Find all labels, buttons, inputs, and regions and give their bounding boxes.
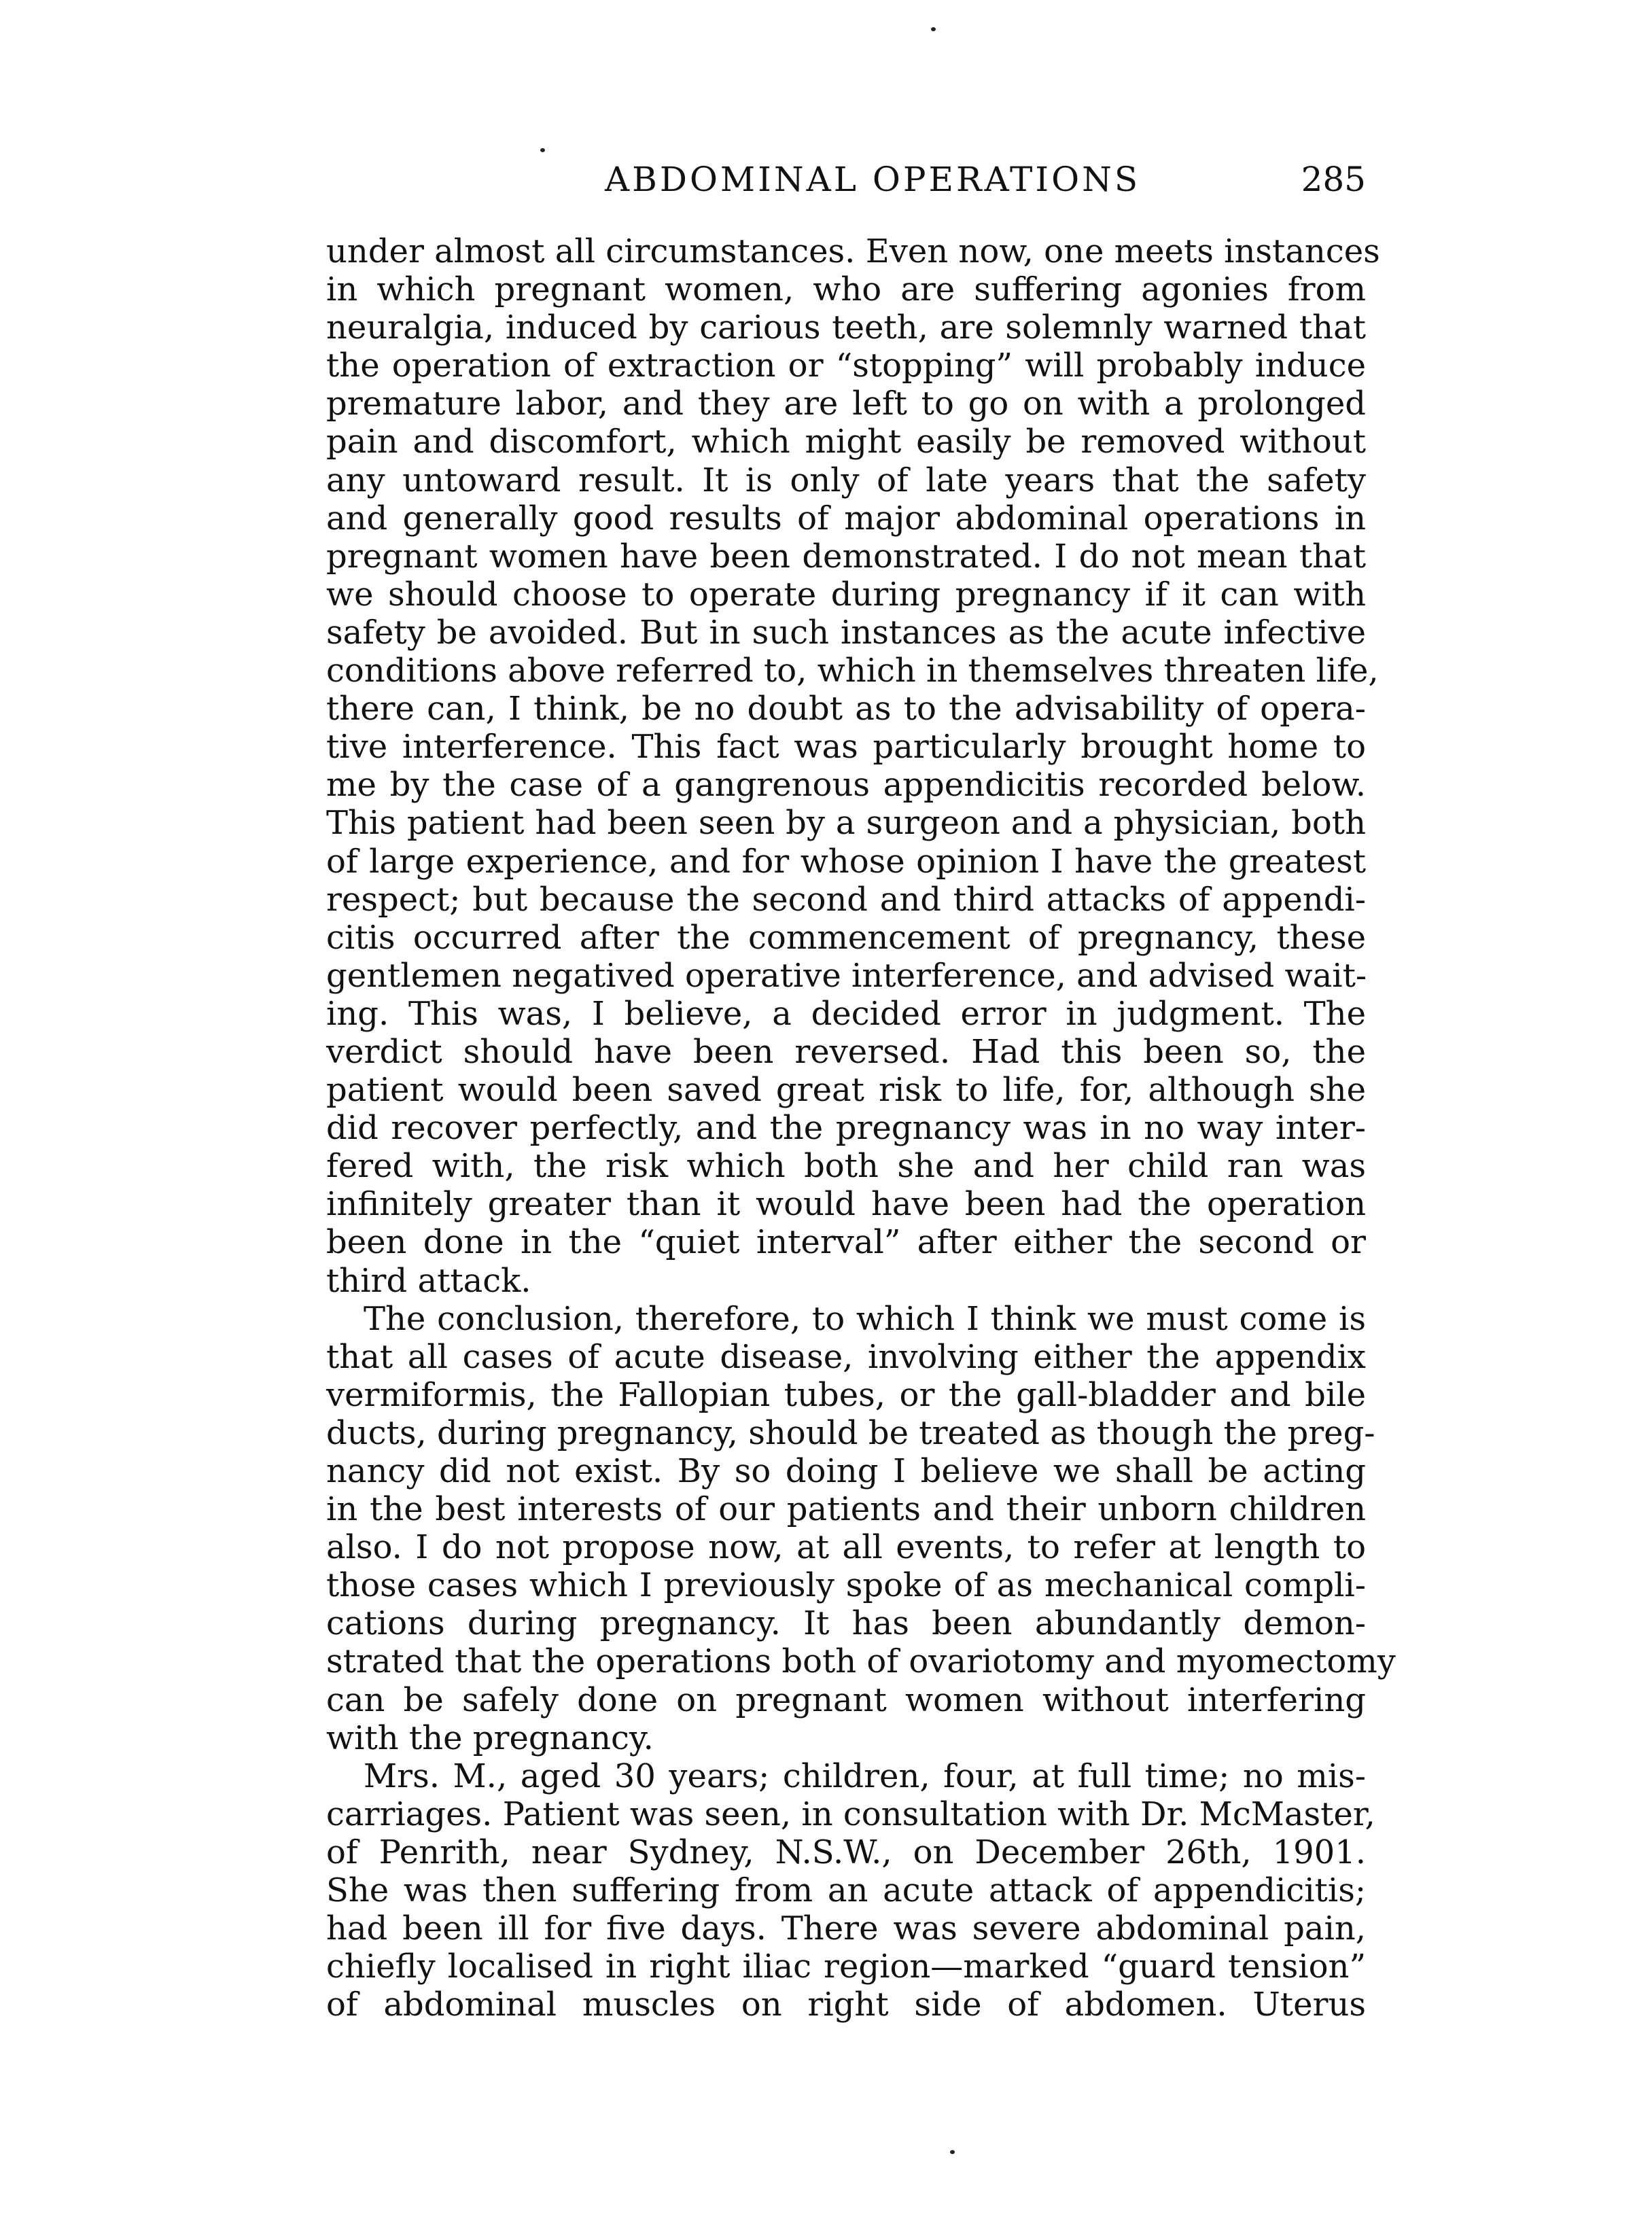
text-line: third attack. [326,1261,531,1300]
text-line: the operation of extraction or “stopping” will probably induce [326,347,1366,385]
text-line: had been ill for five days. There was severe abdominal pain, [326,1909,1366,1948]
text-line: also. I do not propose now, at all events, to refer at length to [326,1528,1366,1567]
text-line: The conclusion, therefore, to which I think we must come is [364,1299,1366,1338]
text-line: nancy did not exist. By so doing I believe we shall be acting [326,1452,1366,1490]
text-line: any untoward result. It is only of late years that the safety [326,461,1366,499]
text-line: and generally good results of major abdominal operations in [326,499,1366,538]
text-line: strated that the operations both of ovariotomy and myomectomy [326,1642,1396,1681]
text-line: of Penrith, near Sydney, N.S.W., on December 26th, 1901. [326,1833,1366,1871]
text-line: pregnant women have been demonstrated. I do not mean that [326,537,1366,576]
text-line: been done in the “quiet interval” after either the second or [326,1223,1366,1262]
text-line: ducts, during pregnancy, should be treated as though the preg- [326,1413,1375,1452]
text-line: This patient had been seen by a surgeon and a physician, both [326,804,1366,843]
text-line: chiefly localised in right iliac region—marked “guard tension” [326,1948,1366,1986]
text-line: conditions above referred to, which in themselves threaten life, [326,652,1379,690]
text-line: fered with, the risk which both she and her child ran was [326,1147,1366,1186]
text-line: of large experience, and for whose opinion I have the greatest [326,842,1366,881]
text-line: we should choose to operate during pregnancy if it can with [326,575,1366,614]
print-speck [931,27,936,31]
print-speck [950,2150,955,2154]
text-line: cations during pregnancy. It has been abundantly demon- [326,1604,1366,1643]
text-line: me by the case of a gangrenous appendicitis recorded below. [326,766,1366,805]
text-line: gentlemen negatived operative interference, and advised wait- [326,956,1367,995]
text-line: ing. This was, I believe, a decided error in judgment. The [326,994,1366,1033]
body-text [326,232,1396,2024]
text-line: tive interference. This fact was particularly brought home to [326,728,1366,767]
text-line: She was then suffering from an acute attack of appendicitis; [326,1871,1366,1910]
text-line: can be safely done on pregnant women without interfering [326,1680,1366,1719]
text-line: carriages. Patient was seen, in consultation with Dr. McMaster, [326,1795,1375,1833]
text-line: safety be avoided. But in such instances as the acute infective [326,613,1366,652]
text-line: in the best interests of our patients and their unborn children [326,1490,1366,1529]
text-line: in which pregnant women, who are suffering agonies from [326,270,1366,309]
text-line: those cases which I previously spoke of as mechanical compli- [326,1566,1366,1605]
text-line: with the pregnancy. [326,1719,654,1757]
page-header [326,152,1366,207]
text-line: vermiformis, the Fallopian tubes, or the gall-bladder and bile [326,1375,1366,1414]
text-line: Mrs. M., aged 30 years; children, four, at full time; no mis- [364,1757,1366,1795]
running-title: ABDOMINAL OPERATIONS [605,160,1141,199]
text-line: patient would been saved great risk to life, for, although she [326,1071,1366,1110]
text-line: infinitely greater than it would have been had the operation [326,1185,1366,1224]
text-line: that all cases of acute disease, involving either the appendix [326,1337,1366,1376]
text-line: there can, I think, be no doubt as to the advisability of opera- [326,690,1366,728]
text-line: premature labor, and they are left to go on with a prolonged [326,385,1366,423]
text-line: did recover perfectly, and the pregnancy was in no way inter- [326,1109,1366,1148]
text-line: under almost all circumstances. Even now, one meets instances [326,232,1380,270]
text-line: citis occurred after the commencement of pregnancy, these [326,918,1366,957]
text-line: neuralgia, induced by carious teeth, are solemnly warned that [326,309,1366,347]
text-line: verdict should have been reversed. Had this been so, the [326,1032,1366,1071]
text-line: respect; but because the second and third attacks of appendi- [326,880,1366,919]
text-line: pain and discomfort, which might easily be removed without [326,423,1366,461]
page-number: 285 [1301,160,1366,199]
text-line: of abdominal muscles on right side of abdomen. Uterus [326,1986,1366,2024]
